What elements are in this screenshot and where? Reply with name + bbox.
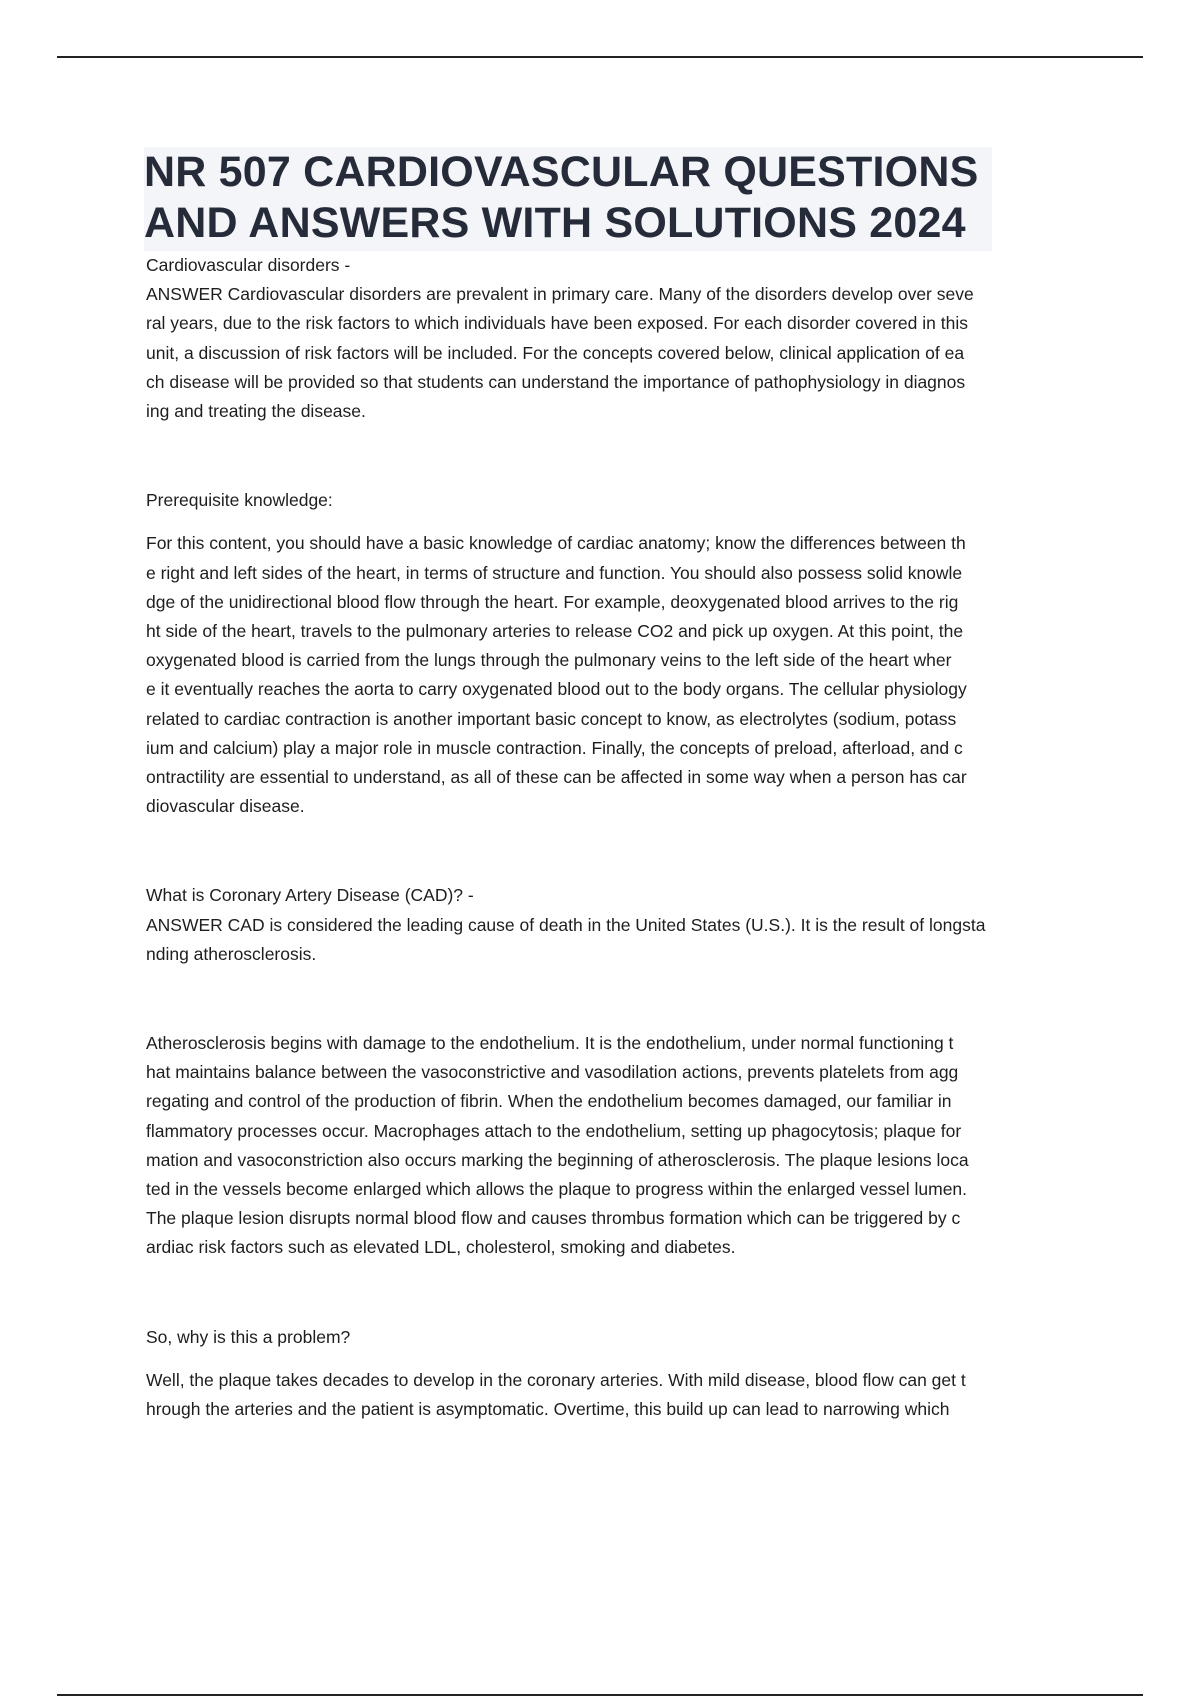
text-line: nding atherosclerosis. [146, 943, 317, 964]
section-what-is-cad [146, 881, 1090, 969]
text-line: e right and left sides of the heart, in terms of structure and function. You should also possess solid knowle [146, 562, 963, 583]
text-line: unit, a discussion of risk factors will be included. For the concepts covered below, clinical application of ea [146, 342, 965, 363]
text-line: ANSWER Cardiovascular disorders are prevalent in primary care. Many of the disorders develop over seve [146, 284, 974, 305]
text-line: related to cardiac contraction is another important basic concept to know, as electrolytes (sodium, potass [146, 708, 957, 729]
title-line-1: NR 507 CARDIOVASCULAR QUESTIONS [144, 148, 979, 196]
text-line: flammatory processes occur. Macrophages attach to the endothelium, setting up phagocytosis; plaque for [146, 1120, 962, 1141]
text-line: What is Coronary Artery Disease (CAD)? - [146, 885, 474, 906]
section-heading: Prerequisite knowledge: [146, 490, 333, 511]
text-line: hrough the arteries and the patient is asymptomatic. Overtime, this build up can lead to narrowing which [146, 1399, 950, 1420]
text-line: For this content, you should have a basic knowledge of cardiac anatomy; know the differences between th [146, 533, 966, 554]
text-line: dge of the unidirectional blood flow through the heart. For example, deoxygenated blood arrives to the rig [146, 591, 959, 612]
text-line: ardiac risk factors such as elevated LDL, cholesterol, smoking and diabetes. [146, 1237, 736, 1258]
text-line: diovascular disease. [146, 796, 305, 817]
document-title [144, 147, 992, 251]
bottom-rule [57, 1694, 1143, 1696]
spacer [146, 969, 1090, 1029]
spacer [146, 1352, 1090, 1366]
text-line: e it eventually reaches the aorta to carry oxygenated blood out to the body organs. The cellular physiology [146, 679, 967, 700]
text-line: ontractility are essential to understand, as all of these can be affected in some way when a person has car [146, 767, 967, 788]
text-line: ANSWER CAD is considered the leading cause of death in the United States (U.S.). It is the result of longsta [146, 914, 986, 935]
text-line: ing and treating the disease. [146, 401, 366, 422]
spacer [146, 1263, 1090, 1323]
spacer [146, 821, 1090, 881]
text-line: Cardiovascular disorders - [146, 255, 351, 275]
text-line: oxygenated blood is carried from the lungs through the pulmonary veins to the left side of the heart wher [146, 650, 952, 671]
section-prerequisite-knowledge [146, 486, 1090, 821]
text-line: ium and calcium) play a major role in muscle contraction. Finally, the concepts of preload, afterload, and c [146, 737, 963, 758]
text-line: ral years, due to the risk factors to which individuals have been exposed. For each disorder covered in this [146, 313, 968, 334]
text-line: regating and control of the production of fibrin. When the endothelium becomes damaged, our familiar in [146, 1091, 952, 1112]
spacer [146, 426, 1090, 486]
section-why-problem [146, 1323, 1090, 1425]
text-line: Atherosclerosis begins with damage to the endothelium. It is the endothelium, under normal functioning t [146, 1033, 954, 1054]
text-line: ch disease will be provided so that students can understand the importance of pathophysiology in diagnos [146, 371, 966, 392]
section-heading: So, why is this a problem? [146, 1326, 351, 1347]
text-line: Well, the plaque takes decades to develop in the coronary arteries. With mild disease, blood flow can get t [146, 1369, 966, 1390]
text-line: mation and vasoconstriction also occurs marking the beginning of atherosclerosis. The plaque lesions loca [146, 1149, 969, 1170]
text-line: ht side of the heart, travels to the pulmonary arteries to release CO2 and pick up oxygen. At this point, the [146, 621, 964, 642]
spacer [146, 515, 1090, 529]
top-rule [57, 56, 1143, 58]
section-atherosclerosis [146, 1029, 1090, 1263]
text-line: The plaque lesion disrupts normal blood flow and causes thrombus formation which can be triggered by c [146, 1208, 961, 1229]
text-line: hat maintains balance between the vasoconstrictive and vasodilation actions, prevents platelets from agg [146, 1062, 959, 1083]
document-body [146, 147, 1090, 1424]
text-line: ted in the vessels become enlarged which allows the plaque to progress within the enlarged vessel lumen. [146, 1179, 968, 1200]
title-line-2: AND ANSWERS WITH SOLUTIONS 2024 [144, 199, 966, 247]
section-cardiovascular-disorders [146, 251, 1090, 426]
